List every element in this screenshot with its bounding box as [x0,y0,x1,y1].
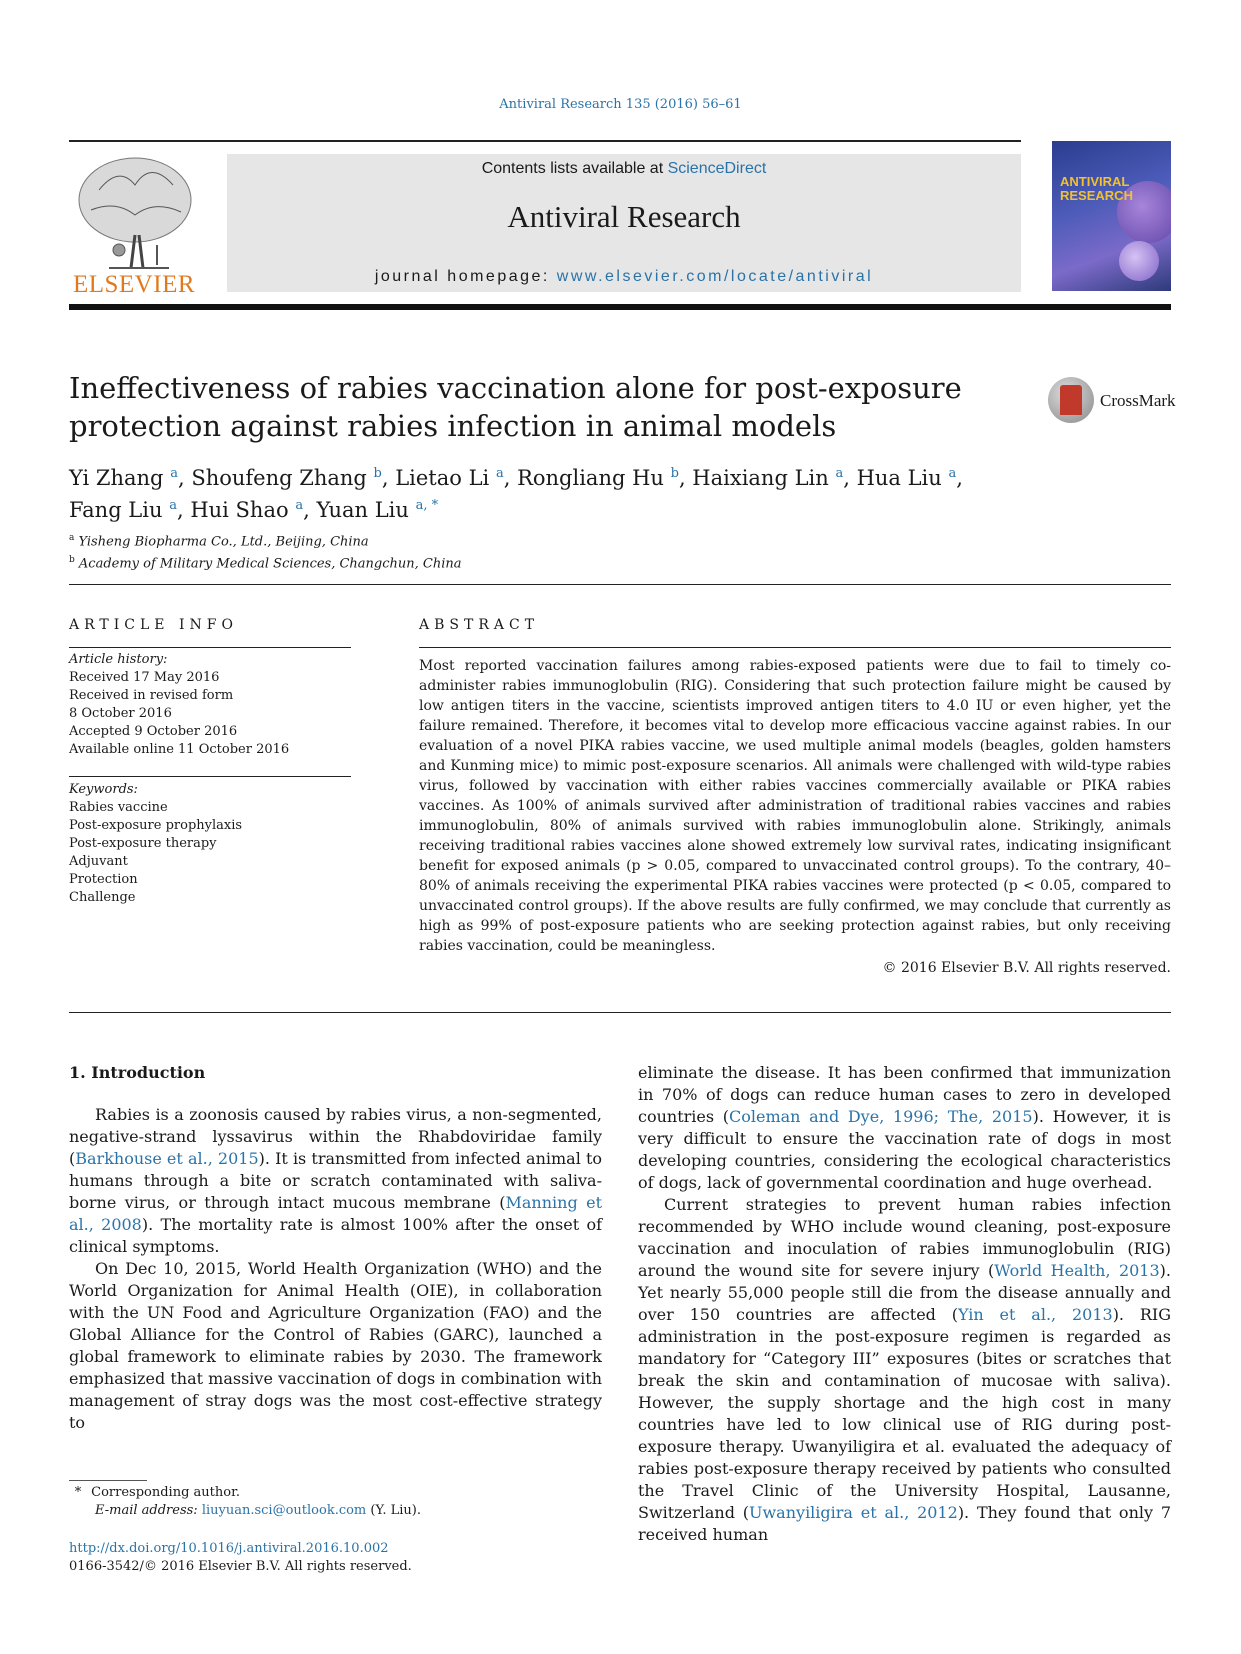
doi-block [69,1540,412,1576]
intro-heading: 1. Introduction [69,1063,206,1082]
article-title: Ineffectiveness of rabies vaccination alone for post-exposure protection against rabies infection in animal models [69,371,962,443]
history-item: Received in revised form [69,688,234,703]
author-affil-link[interactable]: a, * [415,498,439,513]
abstract-copyright: © 2016 Elsevier B.V. All rights reserved. [882,960,1171,976]
reference-link[interactable]: Manning et al., 2008 [69,1193,603,1234]
doi-link[interactable]: http://dx.doi.org/10.1016/j.antiviral.2016.10.002 [69,1541,389,1556]
history-item: Accepted 9 October 2016 [69,724,238,739]
author: Hui Shao [190,498,289,522]
history-label: Article history: [69,652,168,667]
cover-virus-graphic-small [1119,241,1159,281]
affiliation: $^a$ Yisheng Biopharma Co., Ltd., Beijing, China [69,533,369,550]
author: Hua Liu [856,466,942,490]
email-label: E-mail address: [95,1503,202,1518]
author: Fang Liu [69,498,163,522]
homepage-line [227,268,1021,286]
keywords-label: Keywords: [69,782,138,797]
homepage-prefix: journal homepage: [374,268,557,285]
author: Lietao Li [395,466,490,490]
abstract-end-rule [69,1012,1171,1013]
intro-paragraph: Rabies is a zoonosis caused by rabies virus, a non-segmented, negative-strand lyssavirus within the Rhabdoviridae family (Barkhouse et al., 2015). It is transmitted from infected animal to humans through a bite or scratch contaminated with saliva-borne virus, or through intact mucous membrane (Manning et al., 2008). The mortality rate is almost 100% after the onset of clinical symptoms. [69,1105,603,1256]
keyword: Challenge [69,890,136,905]
reference-link[interactable]: Uwanyiligira et al., 2012 [749,1503,958,1522]
author: Yuan Liu [316,498,409,522]
header-rule [69,304,1171,310]
abstract-heading: ABSTRACT [419,617,540,633]
author-affil-link[interactable]: b [373,466,382,481]
author-affil-link[interactable]: a [169,498,177,513]
journal-cover-image [1052,141,1171,291]
issn-line: 0166-3542/© 2016 Elsevier B.V. All rights reserved. [69,1559,412,1574]
crossmark-icon [1048,377,1094,423]
author: Haixiang Lin [692,466,829,490]
reference-link[interactable]: Coleman and Dye, 1996; The, 2015 [728,1107,1033,1126]
journal-citation[interactable]: Antiviral Research 135 (2016) 56–61 [499,97,742,112]
keyword: Rabies vaccine [69,800,168,815]
author-list: Yi Zhang $^a$, Shoufeng Zhang $^b$, Lietao Li $^a$, Rongliang Hu $^b$, Haixiang Lin $^a$, Hua Liu $^a$, Fang Liu $^a$, Hui Shao $^a$, Yuan Liu $^{a, *}$ [69,466,963,522]
abstract-text: Most reported vaccination failures among rabies-exposed patients were due to fail to timely co-administer rabies immunoglobulin (RIG). Considering that such protection failure might be caused by low antigen titers in the vaccine, scientists improved antigen titers to 4.0 IU or even higher, yet the failure remained. Therefore, it becomes vital to develop more efficacious vaccine against rabies. In our evaluation of a novel PIKA rabies vaccine, we used multiple animal models (beagles, golden hamsters and Kunming mice) to mimic post-exposure scenarios. All animals were challenged with wild-type rabies virus, followed by vaccination with either rabies vaccines commercially available or PIKA rabies vaccines. As 100% of animals survived after administration of traditional rabies vaccines and rabies immunoglobulin, 80% of animals survived with rabies immunoglobulin alone. Strikingly, animals receiving traditional rabies vaccines alone showed extremely low survival rates, indicating insignificant benefit for exposed animals (p > 0.05, compared to unvaccinated control groups). To the contrary, 40–80% of animals receiving the experimental PIKA rabies vaccines were protected (p < 0.05, compared to unvaccinated control groups). If the above results are fully confirmed, we may conclude that currently as high as 99% of post-exposure patients who are seeking protection against rabies, but only receiving rabies vaccination, could be meaningless. [419,658,1171,954]
contents-prefix: Contents lists available at [481,160,668,177]
affiliation: $^b$ Academy of Military Medical Sciences, Changchun, China [69,555,462,572]
author-affil-link[interactable]: a [170,466,178,481]
intro-paragraph: Current strategies to prevent human rabies infection recommended by WHO include wound cleaning, post-exposure vaccination and inoculation of rabies immunoglobulin (RIG) around the wound site for severe injury (World Health, 2013). Yet nearly 55,000 people still die from the disease annually and over 150 countries are affected (Yin et al., 2013). RIG administration in the post-exposure regimen is regarded as mandatory for “Category III” exposures (bites or scratches that break the skin and contamination of mucosae with saliva). However, the supply shortage and the high cost in many countries have led to low clinical use of RIG during post-exposure therapy. Uwanyiligira et al. evaluated the adequacy of rabies post-exposure therapy received by patients who consulted the Travel Clinic of the University Hospital, Lausanne, Switzerland (Uwanyiligira et al., 2012). They found that only 7 received human [638,1195,1172,1544]
reference-link[interactable]: Yin et al., 2013 [958,1305,1113,1324]
author-affil-link[interactable]: b [670,466,679,481]
publisher-wordmark: ELSEVIER [72,271,196,298]
keywords-rule [69,776,351,777]
author: Yi Zhang [69,466,164,490]
top-rule [69,140,1021,142]
footnote-marker: * [74,1485,82,1500]
history-item: 8 October 2016 [69,706,172,721]
keyword: Protection [69,872,138,887]
author-affil-link[interactable]: a [295,498,304,513]
email-link[interactable]: liuyuan.sci@outlook.com [201,1503,367,1518]
sciencedirect-link[interactable]: ScienceDirect [667,160,767,177]
article-history [69,651,351,759]
left-column [69,1062,602,1434]
abstract-rule [419,647,1171,648]
keyword: Adjuvant [69,854,128,869]
contents-line [227,160,1021,178]
history-item: Received 17 May 2016 [69,670,220,685]
intro-paragraph: eliminate the disease. It has been confirmed that immunization in 70% of dogs can reduce human cases to zero in developed countries (Coleman and Dye, 1996; The, 2015). However, it is very difficult to ensure the vaccination rate of dogs in most developing countries, considering the ecological characteristics of dogs, lack of governmental coordination and huge overhead. [638,1063,1172,1192]
crossmark-label: CrossMark [1100,391,1176,410]
author-affil-link[interactable]: a [948,466,957,481]
homepage-link[interactable]: www.elsevier.com/locate/antiviral [556,268,874,285]
corresponding-author: Corresponding author. [91,1485,240,1500]
article-info-heading: ARTICLE INFO [69,617,238,633]
section-rule [69,584,1171,585]
footnote: * Corresponding author. E-mail address: liuyuan.sci@outlook.com (Y. Liu). [69,1484,421,1520]
footnote-rule [69,1480,147,1481]
history-item: Available online 11 October 2016 [69,742,290,757]
reference-link[interactable]: World Health, 2013 [994,1261,1160,1280]
right-column [638,1062,1171,1546]
author-affil-link[interactable]: a [495,466,504,481]
crossmark-badge[interactable] [1048,377,1176,425]
keywords [69,781,351,907]
keyword: Post-exposure therapy [69,836,217,851]
journal-banner [227,154,1021,292]
intro-paragraph: On Dec 10, 2015, World Health Organization (WHO) and the World Organization for Animal Health (OIE), in collaboration with the UN Food and Agriculture Organization (FAO) and the Global Alliance for the Control of Rabies (GARC), launched a global framework to eliminate rabies by 2030. The framework emphasized that massive vaccination of dogs in combination with management of stray dogs was the most cost-effective strategy to [69,1259,602,1432]
reference-link[interactable]: Barkhouse et al., 2015 [75,1149,259,1168]
keyword: Post-exposure prophylaxis [69,818,243,833]
journal-title: Antiviral Research [507,199,741,234]
article-info-rule [69,647,351,648]
author: Shoufeng Zhang [191,466,367,490]
author: Rongliang Hu [517,466,664,490]
author-affil-link[interactable]: a [835,466,844,481]
cover-title: ANTIVIRAL RESEARCH [1060,174,1133,203]
affiliations [69,529,462,574]
